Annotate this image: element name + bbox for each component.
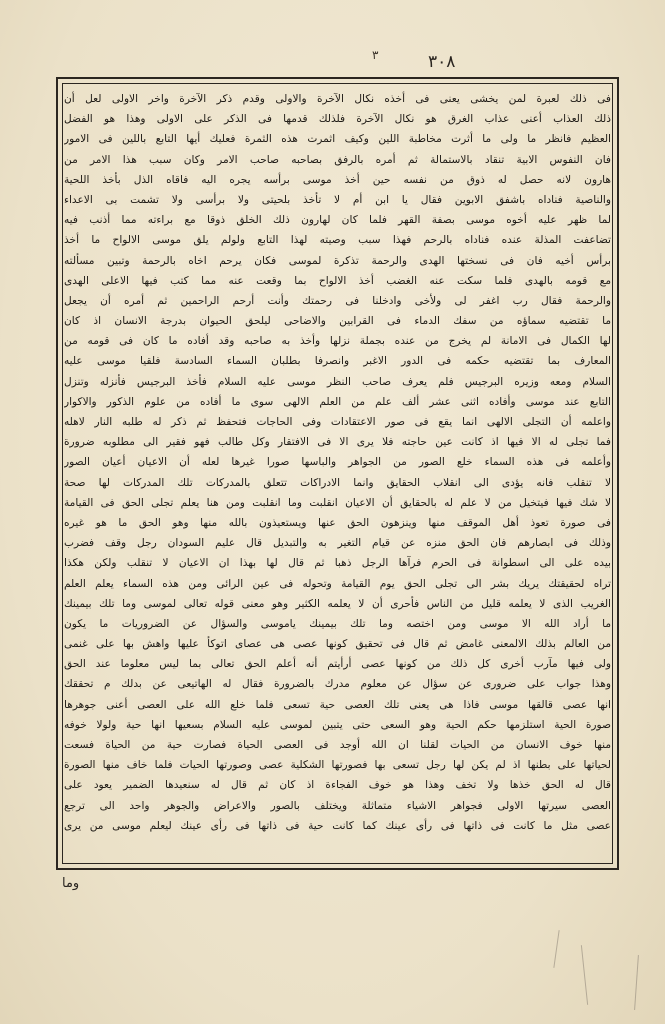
text-line: فان النفوس الابية تنقاد بالاستمالة ثم أمره بالرفق بصاحبه صاحب الامر وكان سبب هذا الامر من [64,153,611,166]
text-line: العصى سيرتها الاولى فجواهر الاشياء متماثلة ويختلف بالصور والاعراض والجوهر واحد الى ترجع [64,799,611,812]
text-line: برأس أخيه فان فى نسختها الهدى والرحمة تذكرة لموسى فكان يرحم اخاه بالرحمة وتبين مسألته [64,254,611,267]
text-line: لما ظهر عليه أخوه موسى بصفة القهر فلما كان لهارون ذلك الخلق ذوقا مع براءته مما أذنب فيه [64,214,611,227]
text-line: تضاعفت المذلة عنده فناداه بالرحم فهذا سبب وصيته لهذا التابع ولولم يلق موسى الالواح ما أخذ [64,234,611,247]
text-line: هارون لانه حصل له ذوق من نفسه حين أخذ موسى برأسه يجره اليه فاقاه الذل بأخذ اللحية [64,173,611,186]
page-number: ٣٠٨ [428,52,456,72]
text-line: العظيم فانظر ما ولى ما أثرت مخاطبة اللين وكيف اثمرت هذه الثمرة فعليك أيها التابع باللين فى الامور [64,133,611,146]
pencil-mark [553,930,559,968]
text-line: الغريب الذى لا يعلمه قليل من الناس فأحرى أن لا يعلمه الكثير وهو معنى قوله تعالى لموسى وما تلك بيمينك [64,597,611,610]
text-line: مع قومه بالهدى فلما سكت عنه الغضب أخذ الالواح بما وقعت عنه مما كتب فيها الاعلى الهدى [64,274,611,287]
text-line: ذلك العذاب أعنى عذاب الغرق هو نكال الآخرة فلذلك قدمها فى الذكر على الاولى وهذا هو الفضل [64,113,611,126]
text-line: لا شك فيها فيتخيل من لا علم له بالحقايق أن الاعيان انقلبت وما انقلبت ومن هنا يعلم تجلى الحق فى القيامة [64,496,611,509]
text-line: ولى فيها مآرب أخرى كل ذلك من كونها عصى أرأيتم أنه أعلم الحق تعالى بما ليس معلوما عند الحق [64,658,611,671]
text-line: فما تجلى له الا فيها اذ كانت عين حاجته فلا يرى الا فى الافتقار وكل طالب فهو فقير الى مطلوبه ضرورة [64,436,611,449]
text-line: من العالم بذلك الالمعنى غامض ثم قال فى تحقيق كونها عصى هى عصاى اتوكأ عليها واهش بها على غنمى [64,638,611,651]
text-line: السلام ومعه وزيره البرجيس فلم يعرف صاحب النظر موسى عليه السلام فأخذ البرجيس فأنزله وتنزل [64,375,611,388]
text-line: وأعلمه فى هذه السماء خلع الصور من الجواهر والباسها صورا غيرها لعله أن الاعيان أعيان الصور [64,456,611,469]
top-mark: ٣ [372,48,379,62]
text-line: فى ذلك لعبرة لمن يخشى يعنى فى أخذه نكال الآخرة والاولى وقدم ذكر الآخرة واخر الاولى لعل أن [64,93,611,105]
text-line: تراه لحقيقتك يريك بشر الى تجلى الحق يوم القيامة وتحوله فى عين الرائى ومن هذه السماء يعلم العلم [64,577,611,590]
text-line: المعارف بما تقتضيه حكمه فى الدور الاغبر وانصرفا بطلبان السماء السادسة فلقيا موسى عليه [64,355,611,368]
text-line: لا تنقلب فانه يؤدى الى انقلاب الحقايق وانما الادراكات تتعلق بالمدركات تلك المدركات لها صحة [64,476,611,489]
text-line: واعلمه أن التجلى الالهى انما يقع فى صور الاعتقادات وفى الحاجات فتحفظ ثم ذكر له طلبه النار لاهله [64,416,611,428]
text-line: بيده على الى اسطوانة فى الحرم فرآها الرجل ذهبا ثم قال لها بهذا ان الاعيان لا تنقلب ولكن هكذا [64,557,611,570]
text-line: عصى مثل ما كانت فى ذاتها فى رأى عينك كما كانت حية فى ذاتها فى رأى عينك ليعلم موسى من يرى [64,819,611,832]
text-line: التابع عند موسى وأفاده اثنى عشر ألف علم من العلم الالهى سوى ما أفاده من علوم الذكور والاكوار [64,395,611,408]
text-line: والرحمة فقال رب اغفر لى ولأخى وادخلنا فى رحمتك وأنت أرحم الراحمين ثم أمره أن يجعل [64,294,611,307]
text-frame [56,77,619,870]
pencil-mark [634,955,639,1010]
text-line: ما أراد الله الا موسى ومن اختصه وما تلك بيمينك ياموسى والسؤال عن الضروريات ما يكون [64,617,611,630]
catchword: وما [62,876,80,891]
text-line: صورة الحية استلزمها حكم الحية وهو السعى حتى يتبين لموسى عليه السلام بسعيها انها حية ولولا خوفه [64,718,611,731]
text-line: وذلك فى ابصارهم فان الحق منزه عن قيام التغير به والتبديل قال عليم السودان رجل وقف فضرب [64,537,611,550]
pencil-mark [581,945,588,1005]
text-line: ما تقتضيه سماؤه من سفك الدماء فى القرابين والاضاحى ليلحق الحيوان بدرجة الانسان اذ كان [64,315,611,328]
text-line: لها الكمال فى الامانة لم يخرج من عنده بجملة نزلها وأخذ به صاحبه وقد أفاده ما كان فى قومه من [64,335,611,348]
text-body [64,89,611,862]
text-line: لحياتها على بطنها اذ لم يكن لها رجل تسعى بها فصورتها الشكلية عصى وصورتها الحيات فلما خاف منها الصورة [64,759,611,772]
text-line: فى صورة تعوذ أهل الموقف منها وينزهون الحق عنها ويستعيذون بالله منها وهو الحق ما هو غيره [64,516,611,529]
text-line: والناصية فناداه باشفق الابوين فقال يا ابن أم لا تأخذ بلحيتى ولا برأسى ولا تشمت بى الاعداء [64,193,611,206]
text-line: انها عصى قالقها موسى فاذا هى يعنى تلك العصى حية تسعى فلما خلع الله على العصى أعنى جوهرها [64,698,611,711]
text-line: قال له الحق خذها ولا تخف وهذا هو خوف الفجاءة اذ كان ثم قال له سنعيدها الضمير يعود على [64,779,611,792]
text-line: منها خوف الانسان من الحيات لقلنا ان الله أوجد فى العصى الحياة فصارت حية من الحياة فسعت [64,739,611,751]
text-line: وهذا جواب على ضرورى عن سؤال عن معلوم مدرك بالضرورة فقال له الهاتيعى عن بدلك م تحققك [64,678,611,691]
